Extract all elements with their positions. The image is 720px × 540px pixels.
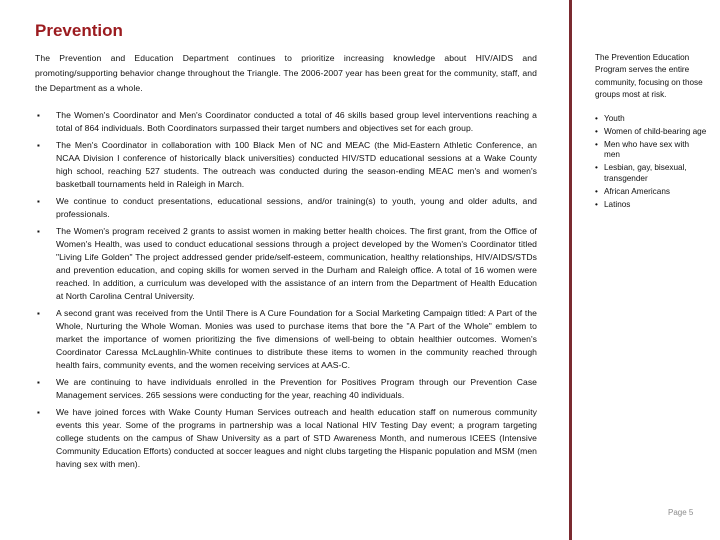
target-group-item	[595, 114, 707, 125]
target-group-item	[595, 163, 707, 184]
target-groups-list	[595, 114, 707, 211]
target-group-item	[595, 187, 707, 198]
target-group-label: Women of child-bearing age	[604, 126, 707, 136]
list-item	[35, 307, 537, 372]
page-number: Page 5	[668, 508, 694, 517]
list-item	[35, 225, 537, 303]
list-item-text: A second grant was received from the Until There is A Cure Foundation for a Social Marketing Campaign titled: A Part of the Whole, Nurturing the Whole Woman. Monies was used to purchase items that bore the "A Part of the Whole" emblem to market the importance of women prioritizing the five dimensions of well-being to obtain healthier outcomes. Women's Coordinator Caressa McLaughlin-White continues to distribute these items to women in the community reached through health fairs, community events, and the women receiving services at AAS-C.	[56, 308, 537, 370]
main-column	[35, 20, 537, 475]
intro-paragraph: The Prevention and Education Department continues to prioritize increasing knowledge about HIV/AIDS and promoting/supporting behavior change throughout the Triangle. The 2006-2007 year has been great for the community, staff, and the Department as a whole.	[35, 53, 537, 93]
square-bullet-icon: ▪	[37, 197, 40, 206]
sidebar-intro: The Prevention Education Program serves the entire community, focusing on those groups most at risk.	[595, 53, 703, 100]
target-group-label: Youth	[604, 113, 625, 123]
bullet-icon: •	[595, 186, 598, 196]
list-item-text: The Women's program received 2 grants to assist women in making better health choices. The first grant, from the Office of Women's Health, was used to conduct educational sessions through a project developed by the Women's Coordinator titled "Living Life Golden" The project addressed gender pride/self-esteem, communication, healthy relationships, HIV/AIDS/STDs and prevention education, and coping skills for women served in the Durham and Raleigh office. A total of 16 women were reached. In addition, a curriculum was developed with the assistance of an intern from the Department of Health Education at North Carolina Central University.	[56, 226, 537, 301]
square-bullet-icon: ▪	[37, 408, 40, 417]
target-group-label: Latinos	[604, 199, 631, 209]
column-divider	[569, 0, 572, 540]
target-group-item	[595, 200, 707, 211]
target-group-label: Men who have sex with men	[604, 139, 690, 160]
square-bullet-icon: ▪	[37, 141, 40, 150]
list-item	[35, 406, 537, 471]
target-group-label: Lesbian, gay, bisexual, transgender	[604, 163, 687, 183]
list-item	[35, 109, 537, 135]
list-item	[35, 195, 537, 221]
square-bullet-icon: ▪	[37, 111, 40, 120]
list-item	[35, 376, 537, 402]
square-bullet-icon: ▪	[37, 378, 40, 387]
square-bullet-icon: ▪	[37, 227, 40, 236]
accomplishments-list	[35, 109, 537, 471]
list-item-text: The Women's Coordinator and Men's Coordinator conducted a total of 46 skills based group level interventions reaching a total of 864 individuals. Both Coordinators surpassed their target numbers and objectives set for each group.	[56, 110, 537, 133]
target-group-item	[595, 127, 707, 138]
square-bullet-icon: ▪	[37, 309, 40, 318]
bullet-icon: •	[595, 199, 598, 209]
bullet-icon: •	[595, 113, 598, 123]
list-item-text: The Men's Coordinator in collaboration with 100 Black Men of NC and MEAC (the Mid-Eastern Athletic Conference, an NCAA Division I conference of historically black universities) conducted HIV/STD educational sessions at a Wake County high school, reaching 527 students. The outreach was conducted during the season-ending MEAC men's and women's basketball tournaments held in Raleigh in March.	[56, 140, 537, 189]
target-group-label: African Americans	[604, 186, 670, 196]
list-item-text: We have joined forces with Wake County Human Services outreach and health education staff on numerous community events this year. Some of the programs in partnership was a local National HIV Testing Day event; a program targeting college students on the campus of Shaw University as a part of STD Awareness Month, and numerous ICEES (Intensive Community Education Efforts) conducted at soccer leagues and night clubs targeting the Hispanic population and MSM (men having sex with men).	[56, 407, 537, 469]
page-title: Prevention	[35, 21, 123, 40]
target-group-item	[595, 140, 707, 161]
list-item-text: We are continuing to have individuals enrolled in the Prevention for Positives Program through our Prevention Case Management services. 265 sessions were conducting for the year, reaching 40 individuals.	[56, 377, 537, 400]
bullet-icon: •	[595, 163, 598, 173]
list-item-text: We continue to conduct presentations, educational sessions, and/or training(s) to youth, young and older adults, and professionals.	[56, 196, 537, 219]
list-item	[35, 139, 537, 191]
bullet-icon: •	[595, 126, 598, 136]
sidebar	[595, 52, 707, 213]
bullet-icon: •	[595, 139, 598, 149]
